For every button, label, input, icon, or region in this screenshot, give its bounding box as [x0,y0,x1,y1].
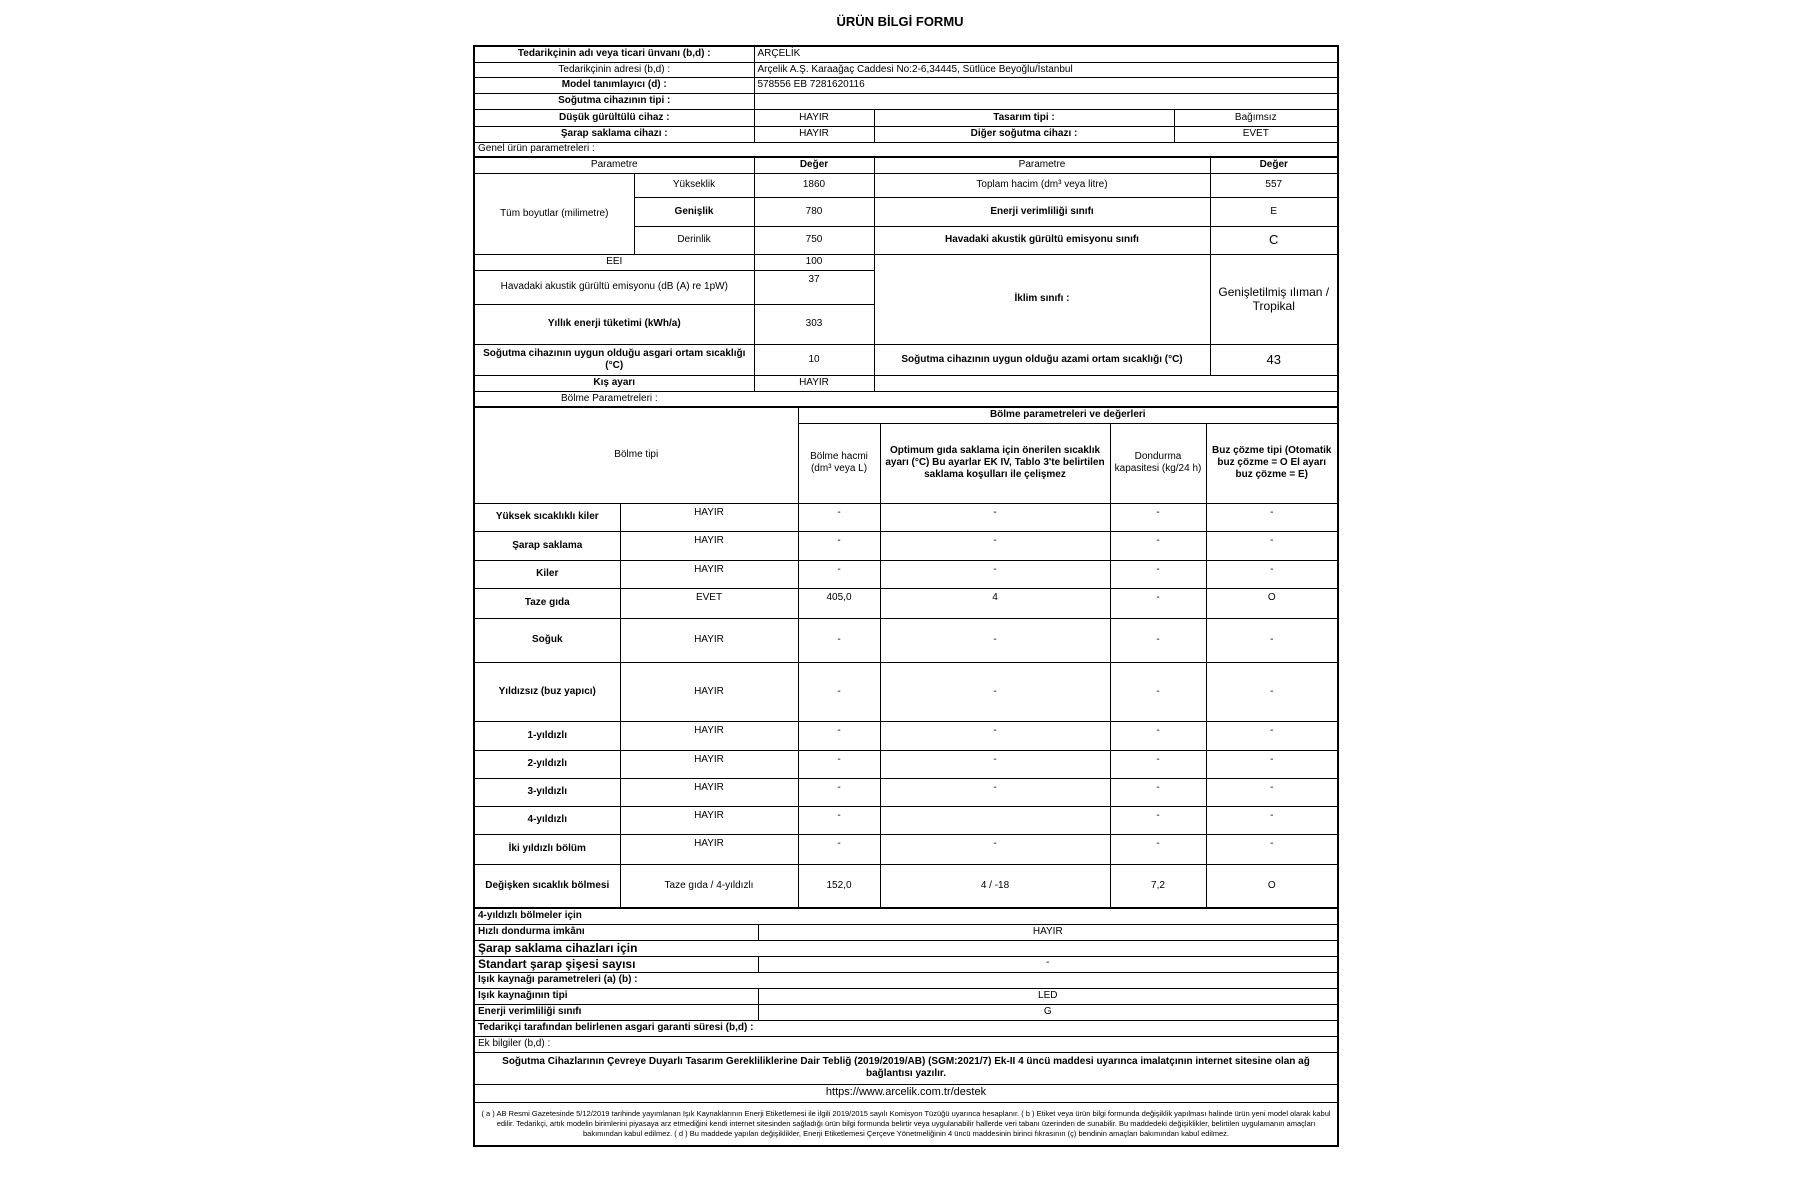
page-title: ÜRÜN BİLGİ FORMU [836,14,964,29]
compartment-present: HAYIR [620,721,798,750]
wine-bottles-value: - [758,956,1338,972]
compartment-present: EVET [620,588,798,618]
general-params-header: Genel ürün parametreleri : [474,142,1338,157]
compartment-defrost: - [1206,531,1338,560]
compartment-present: HAYIR [620,503,798,531]
compartment-defrost: O [1206,588,1338,618]
compartment-freeze: - [1110,531,1206,560]
eei-label: EEI [474,254,754,270]
max-ambient-temp-label: Soğutma cihazının uygun olduğu azami ortam sıcaklığı (°C) [874,344,1210,375]
supplier-name-value: ARÇELİK [754,46,1338,62]
light-type-value: LED [758,988,1338,1004]
compartment-volume: - [798,503,880,531]
compartment-freeze: - [1110,588,1206,618]
light-class-label: Enerji verimliliği sınıfı [474,1004,758,1020]
compartment-defrost: - [1206,503,1338,531]
param-header-right: Parametre [874,157,1210,173]
compartment-present: HAYIR [620,778,798,806]
compartment-temp: - [880,531,1110,560]
compartment-defrost: - [1206,806,1338,834]
compartment-present: HAYIR [620,750,798,778]
annual-energy-label: Yıllık enerji tüketimi (kWh/a) [474,304,754,344]
product-info-form [473,45,1337,1147]
table-row [474,503,1338,531]
compartment-name: Taze gıda [474,588,620,618]
width-label: Genişlik [634,197,754,226]
dimensions-label: Tüm boyutlar (milimetre) [474,173,634,254]
noise-emission-label: Havadaki akustik gürültü emisyonu (dB (A) re 1pW) [474,270,754,304]
depth-label: Derinlik [634,226,754,254]
value-header-right: Değer [1210,157,1338,173]
compartment-defrost: - [1206,750,1338,778]
four-star-header: 4-yıldızlı bölmeler için [474,908,1338,924]
low-noise-label: Düşük gürültülü cihaz : [474,109,754,126]
compartment-freeze: - [1110,560,1206,588]
compartment-name: 4-yıldızlı [474,806,620,834]
compartment-freeze: - [1110,721,1206,750]
compartment-temp: - [880,834,1110,864]
compartment-freeze: - [1110,778,1206,806]
winter-setting-blank [874,375,1338,391]
table-row [474,834,1338,864]
compartments-table [473,406,1339,909]
model-value: 578556 EB 7281620116 [754,77,1338,93]
compartment-present: Taze gıda / 4-yıldızlı [620,864,798,908]
annual-energy-value: 303 [754,304,874,344]
supplier-address-value: Arçelik A.Ş. Karaağaç Caddesi No:2-6,34445, Sütlüce Beyoğlu/İstanbul [754,62,1338,77]
table-row [474,806,1338,834]
warranty-label: Tedarikçi tarafından belirlenen asgari garanti süresi (b,d) : [474,1020,1338,1036]
compartment-temp: - [880,618,1110,662]
compartment-name: 3-yıldızlı [474,778,620,806]
compartment-volume: - [798,750,880,778]
compartment-name: Yıldızsız (buz yapıcı) [474,662,620,721]
compartment-present: HAYIR [620,806,798,834]
noise-emission-value: 37 [754,270,874,304]
design-type-label: Tasarım tipi : [874,109,1174,126]
table-row [474,618,1338,662]
compartment-temp: 4 [880,588,1110,618]
compartment-present: HAYIR [620,834,798,864]
wine-header: Şarap saklama cihazları için [474,940,1338,956]
table-row [474,560,1338,588]
wine-appliance-value: HAYIR [754,126,874,142]
other-appliance-value: EVET [1174,126,1338,142]
compartment-rows [474,503,1338,908]
depth-value: 750 [754,226,874,254]
supplier-address-label: Tedarikçinin adresi (b,d) : [474,62,754,77]
compartment-name: İki yıldızlı bölüm [474,834,620,864]
compartment-volume: - [798,721,880,750]
compartment-volume: - [798,806,880,834]
compartment-freeze: - [1110,806,1206,834]
total-volume-value: 557 [1210,173,1338,197]
compartment-present: HAYIR [620,560,798,588]
compartment-temp: - [880,721,1110,750]
energy-class-value: E [1210,197,1338,226]
other-appliance-label: Diğer soğutma cihazı : [874,126,1174,142]
regulation-text: Soğutma Cihazlarının Çevreye Duyarlı Tasarım Gerekliliklerine Dair Tebliğ (2019/2019/AB) (SGM:2021/7) Ek-II 4 üncü maddesi uyarınca imalatçının internet sitesine olan ağ bağlantısı yazılır. [474,1052,1338,1084]
extra-info-label: Ek bilgiler (b,d) : [474,1036,1338,1052]
table-row [474,750,1338,778]
compartment-name: Kiler [474,560,620,588]
compartment-freeze: - [1110,750,1206,778]
appliance-type-value [754,93,1338,109]
compartment-params-header: Bölme Parametreleri : [474,391,1338,407]
compartment-temp: - [880,662,1110,721]
compartment-temp: - [880,560,1110,588]
width-value: 780 [754,197,874,226]
height-value: 1860 [754,173,874,197]
compartment-temp: - [880,778,1110,806]
min-ambient-temp-value: 10 [754,344,874,375]
col-defrost-header: Buz çözme tipi (Otomatik buz çözme = O El ayarı buz çözme = E) [1206,423,1338,503]
eei-value: 100 [754,254,874,270]
noise-class-value: C [1210,226,1338,254]
compartment-volume: - [798,531,880,560]
compartment-temp [880,806,1110,834]
min-ambient-temp-label: Soğutma cihazının uygun olduğu asgari ortam sıcaklığı (°C) [474,344,754,375]
compartment-name: 2-yıldızlı [474,750,620,778]
total-volume-label: Toplam hacim (dm³ veya litre) [874,173,1210,197]
compartment-present: HAYIR [620,531,798,560]
supplier-table [473,45,1339,158]
compartment-defrost: - [1206,662,1338,721]
model-label: Model tanımlayıcı (d) : [474,77,754,93]
climate-class-value: Genişletilmiş ılıman / Tropikal [1210,254,1338,344]
table-row [474,531,1338,560]
compartment-defrost: O [1206,864,1338,908]
table-row [474,721,1338,750]
compartment-present: HAYIR [620,618,798,662]
compartment-name: 1-yıldızlı [474,721,620,750]
compartment-defrost: - [1206,618,1338,662]
compartment-name: Şarap saklama [474,531,620,560]
noise-class-label: Havadaki akustik gürültü emisyonu sınıfı [874,226,1210,254]
table-row [474,662,1338,721]
fast-freeze-value: HAYIR [758,924,1338,940]
compartment-volume: - [798,560,880,588]
compartment-volume: - [798,778,880,806]
footnote-text: ( a ) AB Resmi Gazetesinde 5/12/2019 tarihinde yayımlanan Işık Kaynaklarının Enerji Etiketlemesi ile ilgili 2019/2015 sayılı Komisyon Tüzüğü uyarınca hesaplanır. ( b ) Etiket veya ürün bilgi formunda değişiklik yapılması halinde ürün yeni model olarak kabul edilir. Tedarikçi, artık modelin birimlerini piyasaya arz etmediğini kendi internet sitesinden sağladığı ürün bilgi formunda belirtir veya uygulanabilir hallerde veri tabanı üzerinden de sunabilir. Bu maddedeki değişiklikler, belirtilen uygulamanın amaçları bakımından kabul edilmez. ( d ) Bu maddede yapılan değişiklikler, Enerji Etiketlemesi Çerçeve Yönetmeliğinin 4 üncü maddesinin birinci fıkrasının (ç) bendinin amaçları bakımından kabul edilmez. [474,1102,1338,1146]
appliance-type-label: Soğutma cihazının tipi : [474,93,754,109]
compartment-volume: 405,0 [798,588,880,618]
winter-setting-value: HAYIR [754,375,874,391]
light-type-label: Işık kaynağının tipi [474,988,758,1004]
light-source-header: Işık kaynağı parametreleri (a) (b) : [474,972,1338,988]
light-class-value: G [758,1004,1338,1020]
climate-class-label: İklim sınıfı : [874,254,1210,344]
compartment-defrost: - [1206,721,1338,750]
compartment-type-header: Bölme tipi [474,407,798,503]
fast-freeze-label: Hızlı dondurma imkânı [474,924,758,940]
value-header-left: Değer [754,157,874,173]
compartment-freeze: - [1110,618,1206,662]
col-volume-header: Bölme hacmi (dm³ veya L) [798,423,880,503]
compartment-volume: - [798,662,880,721]
compartment-name: Yüksek sıcaklıklı kiler [474,503,620,531]
winter-setting-label: Kış ayarı [474,375,754,391]
compartment-name: Değişken sıcaklık bölmesi [474,864,620,908]
general-params-table [473,156,1339,408]
compartment-present: HAYIR [620,662,798,721]
compartment-temp: - [880,503,1110,531]
energy-class-label: Enerji verimliliği sınıfı [874,197,1210,226]
compartment-defrost: - [1206,834,1338,864]
compartment-defrost: - [1206,778,1338,806]
compartment-defrost: - [1206,560,1338,588]
max-ambient-temp-value: 43 [1210,344,1338,375]
table-row [474,778,1338,806]
table-row [474,864,1338,908]
compartment-freeze: - [1110,503,1206,531]
wine-appliance-label: Şarap saklama cihazı : [474,126,754,142]
col-freeze-header: Dondurma kapasitesi (kg/24 h) [1110,423,1206,503]
compartment-temp: - [880,750,1110,778]
compartment-volume: 152,0 [798,864,880,908]
low-noise-value: HAYIR [754,109,874,126]
height-label: Yükseklik [634,173,754,197]
bottom-table [473,907,1339,1147]
design-type-value: Bağımsız [1174,109,1338,126]
table-row [474,588,1338,618]
compartment-freeze: - [1110,834,1206,864]
compartment-volume: - [798,834,880,864]
col-temp-header: Optimum gıda saklama için önerilen sıcaklık ayarı (°C) Bu ayarlar EK IV, Tablo 3'te belirtilen saklama koşulları ile çelişmez [880,423,1110,503]
compartment-freeze: 7,2 [1110,864,1206,908]
compartment-volume: - [798,618,880,662]
compartment-name: Soğuk [474,618,620,662]
support-url: https://www.arcelik.com.tr/destek [474,1084,1338,1102]
compartment-values-header: Bölme parametreleri ve değerleri [798,407,1338,423]
compartment-freeze: - [1110,662,1206,721]
param-header-left: Parametre [474,157,754,173]
compartment-temp: 4 / -18 [880,864,1110,908]
supplier-name-label: Tedarikçinin adı veya ticari ünvanı (b,d) : [474,46,754,62]
wine-bottles-label: Standart şarap şişesi sayısı [474,956,758,972]
